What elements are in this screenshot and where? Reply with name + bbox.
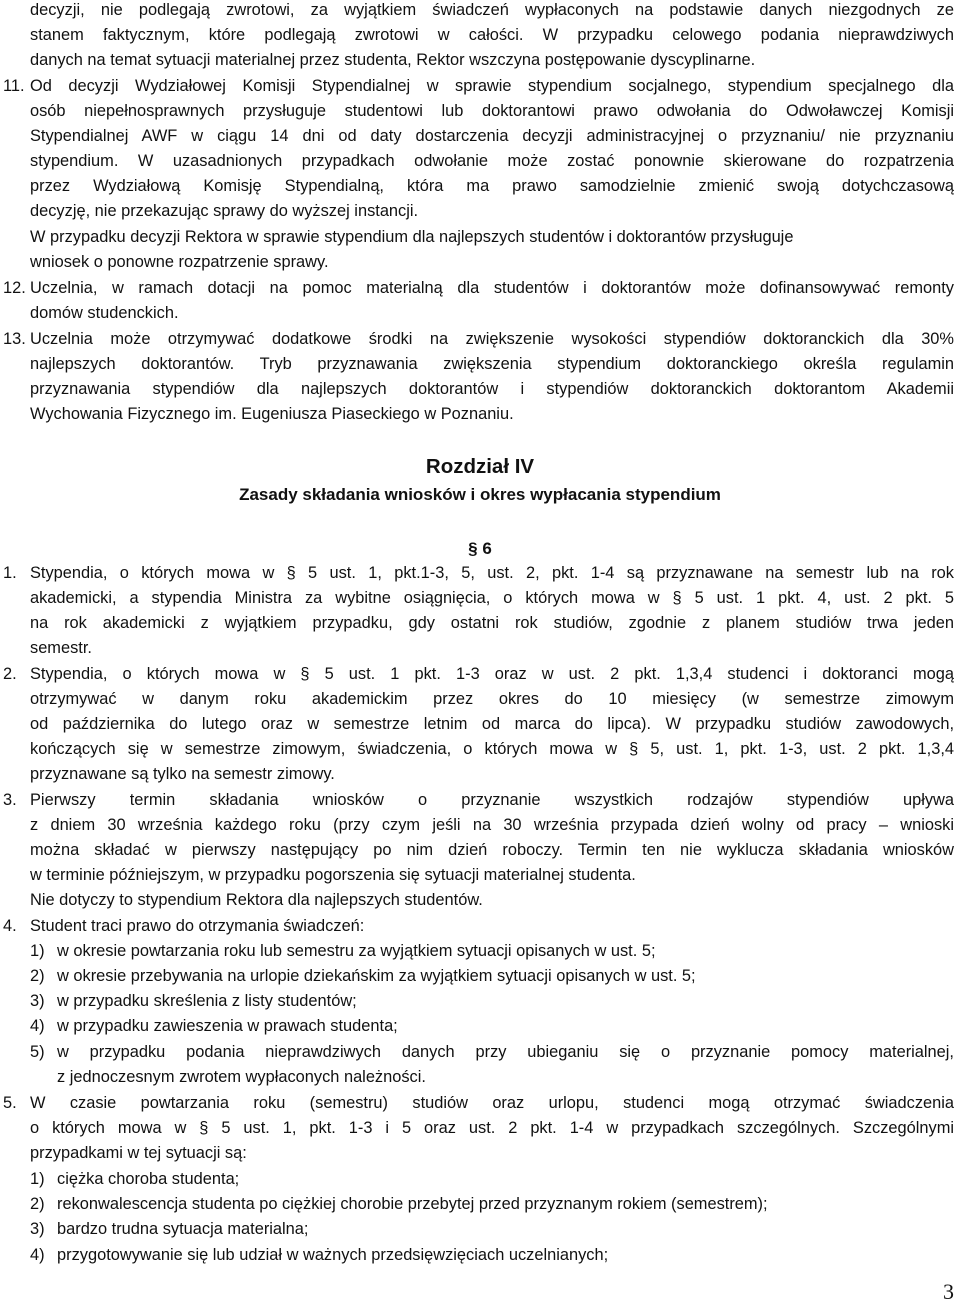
paragraph-line: Uczelnia może otrzymywać dodatkowe środki na zwiększenie wysokości stypendiów doktoranckich dla 30%	[30, 330, 954, 348]
paragraph-line: Uczelnia, w ramach dotacji na pomoc materialną dla studentów i doktorantów może dofinansowywać remonty	[30, 279, 954, 297]
paragraph-line: o których mowa w § 5 ust. 1, pkt. 1-3 i 5 oraz ust. 2 pkt. 1-4 w przypadkach szczególnych. Szczególnymi	[30, 1119, 954, 1137]
chapter-subtitle: Zasady składania wniosków i okres wypłacania stypendium	[239, 485, 721, 504]
item-number: 5.	[3, 1094, 17, 1112]
paragraph-line: semestr.	[30, 639, 92, 657]
paragraph-line: Stypendialnej AWF w ciągu 14 dni od daty dostarczenia decyzji administracyjnej o przyznaniu/ nie przyznaniu	[30, 127, 954, 145]
subitem-text: w okresie przebywania na urlopie dziekańskim za wyjątkiem sytuacji opisanych w ust. 5;	[57, 967, 696, 985]
item-number: 13.	[3, 330, 26, 348]
paragraph-line: w terminie późniejszym, w przypadku pogorszenia się sytuacji materialnej studenta.	[30, 866, 636, 884]
subitem-text: ciężka choroba studenta;	[57, 1170, 240, 1188]
subitem-number: 2)	[30, 967, 45, 985]
subitem-number: 5)	[30, 1043, 45, 1061]
paragraph-line: przypadkami w tej sytuacji są:	[30, 1144, 247, 1162]
page-number: 3	[943, 1279, 954, 1304]
section-heading: § 6	[468, 539, 492, 558]
subitem-text: rekonwalescencja studenta po ciężkiej chorobie przebytej przed przyznanym rokiem (semestrem);	[57, 1195, 768, 1213]
item-number: 3.	[3, 791, 17, 809]
paragraph-line: wniosek o ponowne rozpatrzenie sprawy.	[30, 253, 329, 271]
paragraph-line: Stypendia, o których mowa w § 5 ust. 1, pkt.1-3, 5, ust. 2, pkt. 1-4 są przyznawane na semestr lub na rok	[30, 564, 954, 582]
subitem-text: bardzo trudna sytuacja materialna;	[57, 1220, 309, 1238]
item-number: 2.	[3, 665, 17, 683]
subitem-text: z jednoczesnym zwrotem wypłaconych należności.	[57, 1068, 426, 1086]
paragraph-line: najlepszych doktorantów. Tryb przyznawania zwiększenia stypendium doktoranckiego określa regulamin	[30, 355, 954, 373]
paragraph-line: otrzymywać w danym roku akademickim przez okres do 10 miesięcy (w semestrze zimowym	[30, 690, 954, 708]
subitem-number: 3)	[30, 992, 45, 1010]
subitem-text: w przypadku skreślenia z listy studentów;	[57, 992, 357, 1010]
paragraph-line: można składać w pierwszy następujący po nim dzień roboczy. Termin ten nie wyklucza składania wniosków	[30, 841, 954, 859]
paragraph-line: Pierwszy termin składania wniosków o przyznanie wszystkich rodzajów stypendiów upływa	[30, 791, 954, 809]
paragraph-line: przez Wydziałową Komisję Stypendialną, która ma prawo samodzielnie zmienić swoją dotychczasową	[30, 177, 954, 195]
paragraph-line: osób niepełnosprawnych przysługuje studentowi lub doktorantowi prawo odwołania do Odwoławczej Komisji	[30, 102, 954, 120]
subitem-number: 3)	[30, 1220, 45, 1238]
paragraph-line: decyzji, nie podlegają zwrotowi, za wyjątkiem świadczeń wypłaconych na podstawie danych niezgodnych ze	[30, 1, 954, 19]
paragraph-line: danych na temat sytuacji materialnej przez studenta, Rektor wszczyna postępowanie dyscyplinarne.	[30, 51, 756, 69]
paragraph-line: Student traci prawo do otrzymania świadczeń:	[30, 917, 365, 935]
item-number: 1.	[3, 564, 17, 582]
paragraph-line: W przypadku decyzji Rektora w sprawie stypendium dla najlepszych studentów i doktorantów przysługuje	[30, 228, 794, 246]
paragraph-line: akademicki, a stypendia Ministra za wybitne osiągnięcia, o których mowa w § 5 ust. 1 pkt. 4, ust. 2 pkt. 5	[30, 589, 954, 607]
paragraph-line: Wychowania Fizycznego im. Eugeniusza Piaseckiego w Poznaniu.	[30, 405, 514, 423]
paragraph-line: z dniem 30 września każdego roku (przy czym jeśli na 30 września przypada dzień wolny od pracy – wnioski	[30, 816, 954, 834]
paragraph-line: Od decyzji Wydziałowej Komisji Stypendialnej w sprawie stypendium socjalnego, stypendium specjalnego dla	[30, 77, 954, 95]
paragraph-line: stypendium. W uzasadnionych przypadkach odwołanie może zostać ponownie skierowane do rozpatrzenia	[30, 152, 954, 170]
paragraph-line: Nie dotyczy to stypendium Rektora dla najlepszych studentów.	[30, 891, 483, 909]
paragraph-line: przyznawane są tylko na semestr zimowy.	[30, 765, 335, 783]
item-number: 12.	[3, 279, 26, 297]
subitem-number: 2)	[30, 1195, 45, 1213]
subitem-text: przygotowywanie się lub udział w ważnych przedsięwzięciach uczelnianych;	[57, 1246, 609, 1264]
paragraph-line: stanem faktycznym, które podlegają zwrotowi w całości. W przypadku celowego podania nieprawdziwych	[30, 26, 954, 44]
paragraph-line: przyznawania stypendiów dla najlepszych doktorantów i stypendiów doktoranckich doktorantom Akademii	[30, 380, 954, 398]
subitem-text: w okresie powtarzania roku lub semestru za wyjątkiem sytuacji opisanych w ust. 5;	[57, 942, 656, 960]
paragraph-line: od października do lutego oraz w semestrze letnim od marca do lipca). W przypadku studiów zawodowych,	[30, 715, 954, 733]
item-number: 4.	[3, 917, 17, 935]
subitem-text: w przypadku zawieszenia w prawach studenta;	[57, 1017, 398, 1035]
paragraph-line: na rok akademicki z wyjątkiem przypadku, gdy ostatni rok studiów, zgodnie z planem studiów trwa jeden	[30, 614, 954, 632]
chapter-title: Rozdział IV	[425, 455, 535, 478]
paragraph-line: kończących się w semestrze zimowym, świadczenia, o których mowa w § 5, ust. 1, pkt. 1-3, ust. 2 pkt. 1,3,4	[30, 740, 954, 758]
subitem-number: 1)	[30, 942, 45, 960]
subitem-number: 1)	[30, 1170, 45, 1188]
paragraph-line: domów studenckich.	[30, 304, 179, 322]
subitem-number: 4)	[30, 1246, 45, 1264]
item-number: 11.	[3, 77, 25, 95]
paragraph-line: Stypendia, o których mowa w § 5 ust. 1 pkt. 1-3 oraz w ust. 2 pkt. 1,3,4 studenci i doktoranci mogą	[30, 665, 954, 683]
subitem-number: 4)	[30, 1017, 45, 1035]
subitem-text: w przypadku podania nieprawdziwych danych przy ubieganiu się o przyznanie pomocy materialnej,	[57, 1043, 954, 1061]
paragraph-line: W czasie powtarzania roku (semestru) studiów oraz urlopu, studenci mogą otrzymać świadczenia	[30, 1094, 954, 1112]
paragraph-line: decyzję, nie przekazując sprawy do wyższej instancji.	[30, 202, 419, 220]
